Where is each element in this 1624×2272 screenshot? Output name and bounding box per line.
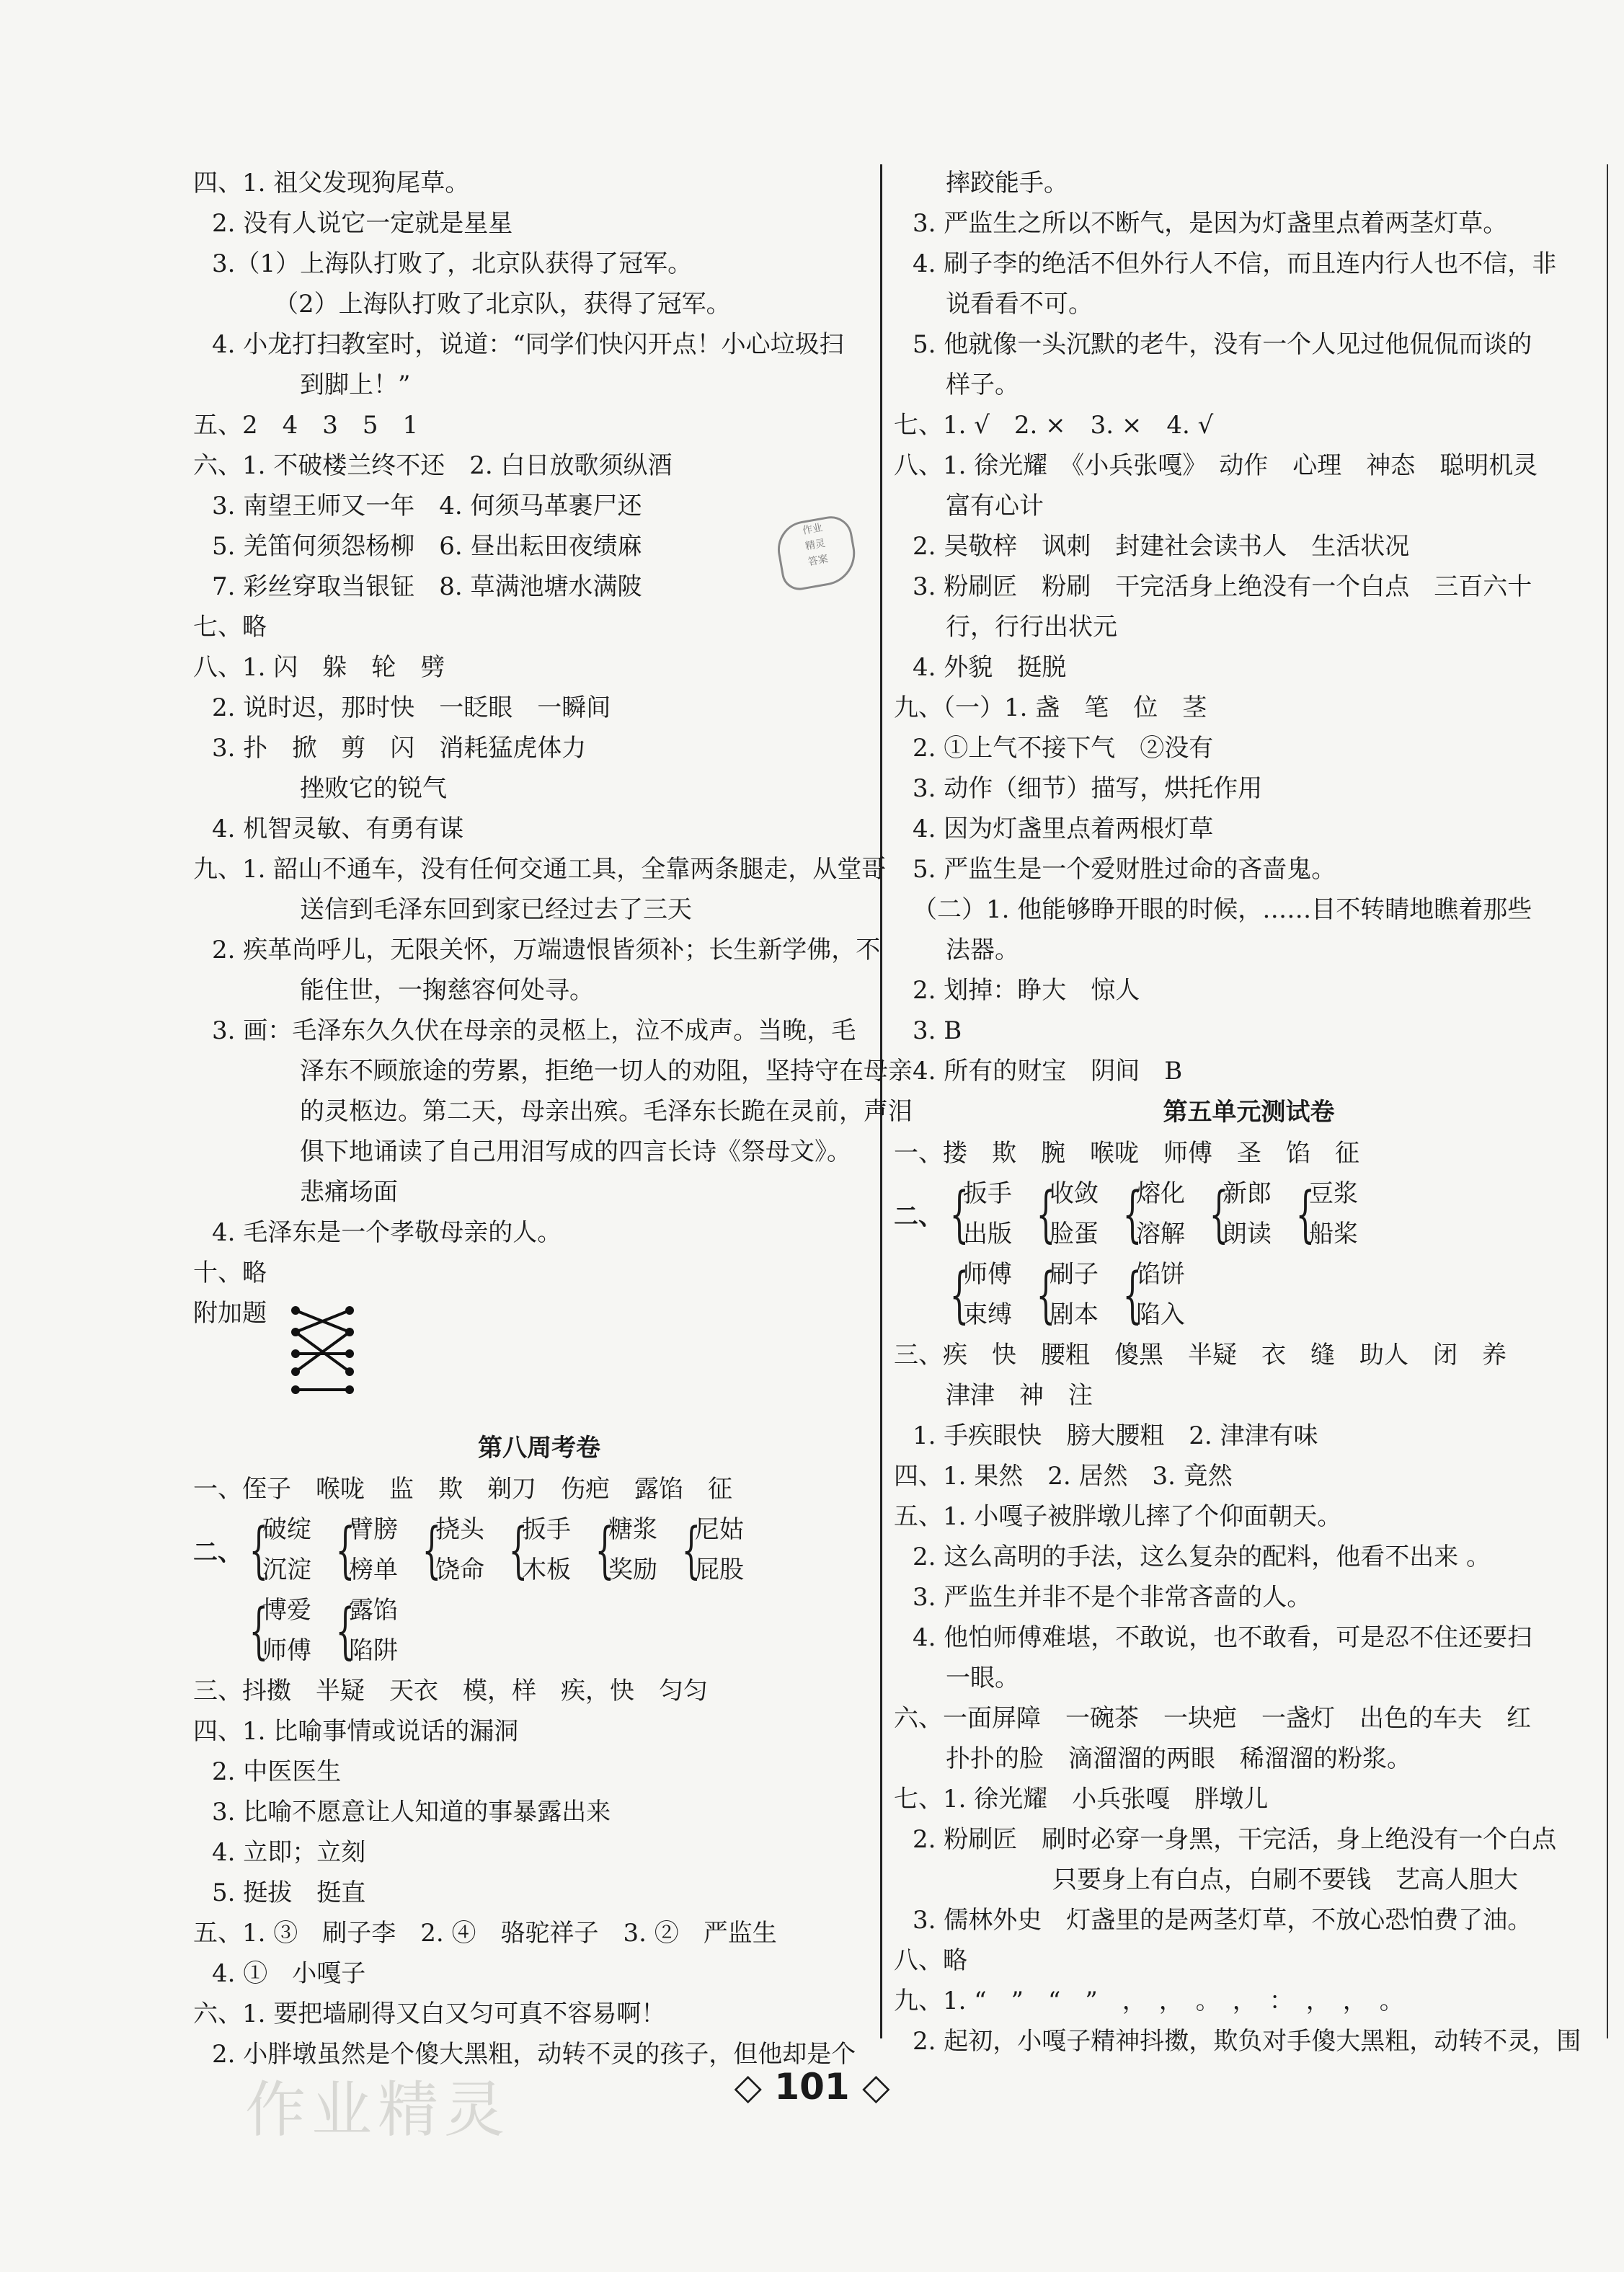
matching-lines-figure [288,1303,360,1397]
brace-group [332,1509,398,1590]
answer-line: 六、1. 不破楼兰终不还 2. 白日放歌须纵酒 [193,451,673,480]
answer-line: 悲痛场面 [300,1178,398,1207]
answer-line: 3. 比喻不愿意让人知道的事暴露出来 [212,1798,611,1827]
answer-line: 4. 外貌 挺脱 [913,653,1067,682]
brace-word: 馅饼 [1136,1260,1185,1289]
left-answers-part2a [193,1469,885,1509]
left-section-title: 第八周考卷 [478,1434,600,1463]
answer-line: 送信到毛泽东回到家已经过去了三天 [300,895,692,924]
brace-symbol: { [335,1514,355,1585]
brace-word: 豆浆 [1309,1179,1358,1208]
answer-line: 说看看不可。 [946,290,1093,319]
answer-line: 5. 严监生是一个爱财胜过命的吝啬鬼。 [913,855,1336,884]
answer-line: 附加题 [193,1299,267,1328]
answer-line: 能住世，一掬慈容何处寻。 [300,976,594,1005]
brace-group [1119,1254,1185,1335]
answer-line: 4. 毛泽东是一个孝敬母亲的人。 [212,1218,562,1247]
answer-line: 1. 手疾眼快 膀大腰粗 2. 津津有味 [913,1421,1318,1450]
brace-group [332,1590,398,1671]
brace-group [1119,1173,1185,1254]
brace-word: 陷入 [1136,1300,1185,1329]
brace-word: 新郎 [1223,1179,1272,1208]
watermark: 作业精灵 [245,2074,511,2145]
answer-line: 四、1. 果然 2. 居然 3. 竟然 [894,1462,1233,1491]
page-number: ◇ 101 ◇ [734,2066,890,2108]
brace-symbol: { [1122,1259,1142,1330]
answer-line: 一、搂 欺 腕 喉咙 师傅 圣 馅 征 [894,1139,1359,1168]
answer-line: 的灵柩边。第二天，母亲出殡。毛泽东长跪在灵前，声泪 [300,1097,913,1126]
answer-line: 三、疾 快 腰粗 傻黑 半疑 衣 缝 助人 闭 养 [894,1341,1507,1370]
brace-label: 二、 [894,1202,943,1231]
brace-symbol: { [249,1514,269,1585]
answer-line: 八、1. 徐光耀 《小兵张嘎》 动作 心理 神态 聪明机灵 [894,451,1538,480]
answer-line: 4. 所有的财宝 阴间 B [913,1057,1183,1086]
answer-line: 2. 粉刷匠 刷时必穿一身黑，干完活，身上绝没有一个白点 [913,1825,1557,1854]
brace-group [591,1509,657,1590]
stamp-mark: 作业 精灵 答案 [773,513,861,593]
answer-line: 六、一面屏障 一碗茶 一块疤 一盏灯 出色的车夫 红 [894,1704,1531,1733]
brace-symbol: { [681,1514,701,1585]
answer-line: 俱下地诵读了自己用泪写成的四言长诗《祭母文》。 [300,1137,851,1166]
brace-group [946,1254,1012,1335]
answer-line: 五、1. 小嘎子被胖墩儿摔了个仰面朝天。 [894,1502,1342,1531]
answer-line: 4. 刷子李的绝活不但外行人不信，而且连内行人也不信，非 [913,249,1557,278]
answer-line: 扑扑的脸 滴溜溜的两眼 稀溜溜的粉浆。 [946,1744,1411,1773]
right-answers-part1 [894,163,1604,1091]
brace-groups [245,1509,764,1590]
answer-line: 一眼。 [946,1664,1019,1692]
brace-group [1032,1254,1099,1335]
answer-line: 4. 立即；立刻 [212,1838,366,1867]
answer-line: 4. 机智灵敏、有勇有谋 [212,815,464,843]
answer-line: 一、侄子 喉咙 监 欺 剃刀 伤疤 露馅 征 [193,1475,732,1504]
answer-line: 七、1. 徐光耀 小兵张嘎 胖墩儿 [894,1785,1269,1814]
answer-line: 3. 儒林外史 灯盏里的是两茎灯草，不放心恐怕费了油。 [913,1906,1532,1935]
brace-group [505,1509,571,1590]
answer-line: 富有心计 [946,492,1044,520]
answer-line: 7. 彩丝穿取当银钲 8. 草满池塘水满陂 [212,572,642,601]
answer-line: 3. 扑 掀 剪 闪 消耗猛虎体力 [212,734,587,763]
answer-line: 四、1. 比喻事情或说话的漏洞 [193,1717,519,1746]
brace-word: 沉淀 [262,1556,311,1584]
right-column [894,163,1604,2062]
brace-symbol: { [1036,1259,1056,1330]
answer-line: 四、1. 祖父发现狗尾草。 [193,169,470,198]
brace-word: 尼姑 [695,1515,744,1544]
brace-word: 师傅 [262,1636,311,1665]
answer-line: 津津 神 注 [946,1381,1093,1410]
brace-word: 臂膀 [349,1515,398,1544]
brace-word: 挠头 [435,1515,484,1544]
right-brace-row-1 [894,1173,1604,1254]
answer-line: 4. ① 小嘎子 [212,1959,366,1988]
brace-group [1032,1173,1099,1254]
answer-line: 2. 划掉：睁大 惊人 [913,976,1140,1005]
answer-line: 3. 严监生并非不是个非常吝啬的人。 [913,1583,1312,1612]
right-section-title: 第五单元测试卷 [1163,1098,1335,1127]
brace-word: 溶解 [1136,1220,1185,1248]
brace-word: 饶命 [435,1556,484,1584]
answer-line: 八、略 [894,1946,967,1975]
brace-groups [946,1254,1205,1335]
answer-line: 七、略 [193,613,267,642]
left-column [193,163,913,2074]
brace-group [245,1590,311,1671]
answer-line: （2）上海队打败了北京队，获得了冠军。 [274,290,731,319]
brace-symbol: { [249,1595,269,1666]
answer-line: 2. 疾革尚呼儿，无限关怀，万端遗恨皆须补；长生新学佛，不 [212,936,881,964]
answer-line: 三、抖擞 半疑 天衣 模，样 疾，快 匀匀 [193,1677,708,1705]
left-brace-row-2 [193,1590,885,1671]
brace-word: 扳手 [522,1515,571,1544]
answer-line: 法器。 [946,936,1019,964]
answer-line: 3. 画：毛泽东久久伏在母亲的灵柩上，泣不成声。当晚，毛 [212,1016,856,1045]
brace-word: 束缚 [963,1300,1012,1329]
brace-word: 朗读 [1223,1220,1272,1248]
answer-line: 九、1. “ ” “ ” ， ， 。 ， ： ， ， 。 [894,1987,1404,2015]
brace-word: 出版 [963,1220,1012,1248]
brace-word: 破绽 [262,1515,311,1544]
answer-line: 4. 小龙打扫教室时，说道：“同学们快闪开点！小心垃圾扫 [212,330,844,359]
answer-line: 2. 说时迟，那时快 一眨眼 一瞬间 [212,693,611,722]
answer-line: 5. 羌笛何须怨杨柳 6. 昼出耘田夜绩麻 [212,532,642,561]
answer-line: 七、1. √ 2. × 3. × 4. √ [894,411,1214,440]
right-brace-row-2 [894,1254,1604,1335]
left-brace-row-1 [193,1509,885,1590]
answer-line: 2. 小胖墩虽然是个傻大黑粗，动转不灵的孩子，但他却是个 [212,2040,856,2069]
right-answers-part2a [894,1133,1604,1173]
brace-symbol: { [949,1259,969,1330]
brace-word: 露馅 [349,1596,398,1625]
brace-group [245,1509,311,1590]
answer-line: 3. 粉刷匠 粉刷 干完活身上绝没有一个白点 三百六十 [913,572,1532,601]
brace-word: 扳手 [963,1179,1012,1208]
brace-groups [946,1173,1378,1254]
brace-group [1292,1173,1358,1254]
brace-group [1205,1173,1272,1254]
brace-symbol: { [1122,1179,1142,1249]
brace-word: 屁股 [695,1556,744,1584]
brace-symbol: { [1295,1179,1315,1249]
answer-line: 5. 他就像一头沉默的老牛，没有一个人见过他侃侃而谈的 [913,330,1532,359]
brace-word: 陷阱 [349,1636,398,1665]
answer-line: 3. 动作（细节）描写，烘托作用 [913,774,1263,803]
answer-line: 只要身上有白点，白刷不要钱 艺高人胆大 [1052,1865,1518,1894]
answer-line: 行，行行出状元 [946,613,1117,642]
brace-word: 榜单 [349,1556,398,1584]
answer-line: （二）1. 他能够睁开眼的时候，……目不转睛地瞧着那些 [913,895,1532,924]
answer-line: 2. 没有人说它一定就是星星 [212,209,513,238]
answer-line: 五、1. ③ 刷子李 2. ④ 骆驼祥子 3. ② 严监生 [193,1919,777,1948]
brace-word: 刷子 [1050,1260,1099,1289]
brace-groups [245,1590,418,1671]
answer-line: 2. 起初，小嘎子精神抖擞，欺负对手傻大黑粗，动转不灵，围 [913,2027,1581,2056]
brace-word: 师傅 [963,1260,1012,1289]
brace-word: 剧本 [1050,1300,1099,1329]
answer-line: 2. ①上气不接下气 ②没有 [913,734,1214,763]
answer-line: 泽东不顾旅途的劳累，拒绝一切人的劝阻，坚持守在母亲 [300,1057,913,1086]
right-answers-part2b [894,1335,1604,2062]
answer-line: 2. 中医医生 [212,1757,342,1786]
answer-line: 2. 吴敬梓 讽刺 封建社会读书人 生活状况 [913,532,1410,561]
left-answers-part2b [193,1671,885,2074]
right-border [1607,164,1608,2038]
answer-line: 3. B [913,1016,962,1045]
answer-line: 十、略 [193,1259,267,1287]
brace-word: 木板 [522,1556,571,1584]
answer-line: 4. 他怕师傅难堪，不敢说，也不敢看，可是忍不住还要扫 [913,1623,1532,1652]
brace-symbol: { [508,1514,528,1585]
brace-word: 脸蛋 [1050,1220,1099,1248]
answer-line: 5. 挺拔 挺直 [212,1878,366,1907]
answer-line: 摔跤能手。 [946,169,1068,198]
brace-word: 船桨 [1309,1220,1358,1248]
answer-line: 样子。 [946,370,1019,399]
answer-line: 2. 这么高明的手法，这么复杂的配料，他看不出来 。 [913,1543,1491,1571]
brace-word: 糖浆 [608,1515,657,1544]
answer-line: 到脚上！” [300,370,411,399]
brace-symbol: { [1209,1179,1229,1249]
answer-line: 五、2 4 3 5 1 [193,411,419,440]
brace-group [946,1173,1012,1254]
brace-symbol: { [595,1514,615,1585]
brace-word: 博爱 [262,1596,311,1625]
brace-symbol: { [422,1514,442,1585]
answer-line: 4. 因为灯盏里点着两根灯草 [913,815,1214,843]
brace-symbol: { [1036,1179,1056,1249]
brace-group [418,1509,484,1590]
brace-word: 熔化 [1136,1179,1185,1208]
brace-word: 奖励 [608,1556,657,1584]
answer-line: 3. 南望王师又一年 4. 何须马革裹尸还 [212,492,642,520]
brace-group [678,1509,744,1590]
answer-line: 3. 严监生之所以不断气，是因为灯盏里点着两茎灯草。 [913,209,1508,238]
brace-label: 二、 [193,1537,242,1567]
answer-line: 挫败它的锐气 [300,774,447,803]
brace-word: 收敛 [1050,1179,1099,1208]
answer-line: 九、1. 韶山不通车，没有任何交通工具，全靠两条腿走，从堂哥 [193,855,887,884]
answer-line: 九、（一）1. 盏 笔 位 茎 [894,693,1207,722]
answer-line: 八、1. 闪 躲 轮 劈 [193,653,445,682]
answer-line: 六、1. 要把墙刷得又白又匀可真不容易啊！ [193,2000,666,2028]
brace-symbol: { [335,1595,355,1666]
brace-symbol: { [949,1179,969,1249]
answer-line: 3.（1）上海队打败了，北京队获得了冠军。 [212,249,693,278]
left-answers-part1 [193,163,913,1334]
